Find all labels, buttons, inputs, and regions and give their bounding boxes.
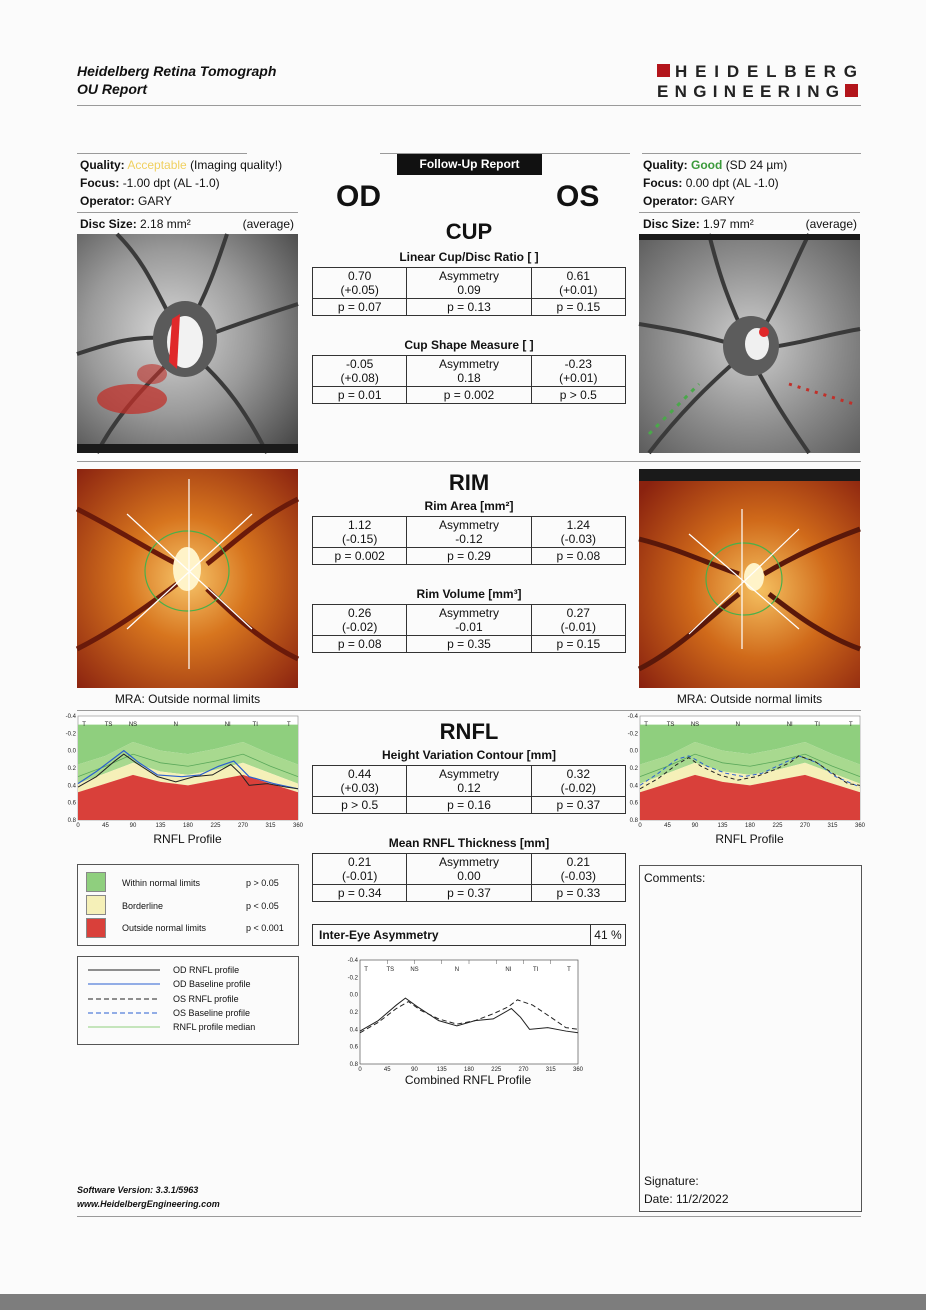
combined-y-tick: 0.4 <box>349 1027 358 1034</box>
mrt-p-os: p = 0.33 <box>531 885 625 902</box>
od-disc-value: 2.18 mm² <box>140 217 191 231</box>
rim-vol-os-delta: (-0.01) <box>560 620 596 634</box>
combined-sector-label: NS <box>410 967 419 973</box>
borderline-swatch <box>86 895 106 915</box>
lcdr-table <box>312 267 626 316</box>
mrt-p-asym: p = 0.37 <box>407 885 531 902</box>
csm-p-od: p = 0.01 <box>313 387 407 404</box>
report-title <box>77 62 276 98</box>
os-topography-image <box>639 469 860 688</box>
rim-vol-p-os: p = 0.15 <box>531 636 625 653</box>
rim-area-p-asym: p = 0.29 <box>407 548 531 565</box>
rim-vol-od-value: 0.26 <box>347 606 372 620</box>
hvc-title: Height Variation Contour [mm] <box>382 748 556 762</box>
od-profile-y-tick: 0.0 <box>67 748 76 755</box>
lcdr-p-asym: p = 0.13 <box>407 299 531 316</box>
os-focus-label: Focus: <box>643 176 683 190</box>
website-link: www.HeidelbergEngineering.com <box>77 1199 220 1209</box>
inter-eye-asymmetry-table <box>312 924 626 946</box>
rim-area-p-os: p = 0.08 <box>531 548 625 565</box>
lcdr-os-value: 0.61 <box>566 269 590 283</box>
os-disc-value: 1.97 mm² <box>703 217 754 231</box>
svg-text:ENGINEERING: ENGINEERING <box>657 82 841 101</box>
lcdr-os-delta: (+0.01) <box>559 283 598 297</box>
lcdr-asym-value: 0.09 <box>457 283 481 297</box>
comments-box[interactable] <box>639 865 862 1212</box>
od-profile-sector-label: NS <box>128 722 138 728</box>
os-profile-x-tick: 225 <box>772 823 783 829</box>
iea-value: 41 % <box>590 925 625 946</box>
os-profile-y-tick: 0.4 <box>629 783 638 790</box>
center-rule <box>380 153 630 154</box>
csm-p-os: p > 0.5 <box>531 387 625 404</box>
od-profile-y-tick: -0.4 <box>65 714 76 720</box>
outside-normal-p: p < 0.001 <box>246 923 284 933</box>
combined-y-tick: -0.2 <box>347 975 358 982</box>
lcdr-p-od: p = 0.07 <box>313 299 407 316</box>
od-rnfl-line-label: OD RNFL profile <box>173 965 240 975</box>
rim-vol-p-asym: p = 0.35 <box>407 636 531 653</box>
od-baseline-line-label: OD Baseline profile <box>173 979 251 989</box>
cup-rim-divider <box>77 461 861 462</box>
follow-up-report-badge: Follow-Up Report <box>397 154 542 175</box>
outside-normal-label: Outside normal limits <box>122 923 207 933</box>
mrt-od-value: 0.21 <box>347 855 372 869</box>
rim-area-p-od: p = 0.002 <box>313 548 407 565</box>
od-eye-label: OD <box>336 180 381 213</box>
od-focus-value: -1.00 dpt (AL -1.0) <box>122 176 220 190</box>
os-eye-label: OS <box>556 180 600 213</box>
mrt-od-delta: (-0.01) <box>342 869 378 883</box>
combined-x-tick: 45 <box>383 1067 391 1073</box>
od-profile-y-tick: 0.6 <box>67 800 76 807</box>
rim-volume-table <box>312 604 626 653</box>
rim-rnfl-divider <box>77 710 861 711</box>
combined-x-tick: 225 <box>491 1067 502 1073</box>
mrt-asym-value: 0.00 <box>457 869 481 883</box>
od-profile-sector-label: TS <box>104 722 113 728</box>
od-profile-y-tick: 0.2 <box>67 766 76 772</box>
signature-label: Signature: <box>644 1174 699 1188</box>
od-profile-sector-label: TI <box>252 722 258 728</box>
hvc-p-od: p > 0.5 <box>313 797 407 814</box>
od-disc-size <box>80 215 296 233</box>
os-profile-x-tick: 180 <box>744 823 756 829</box>
od-profile-sector-label: T <box>286 722 291 728</box>
od-rule <box>77 153 247 154</box>
comments-label: Comments: <box>644 871 706 885</box>
od-profile-x-tick: 135 <box>155 823 166 829</box>
rim-area-os-delta: (-0.03) <box>560 532 596 546</box>
os-profile-sector-label: T <box>848 722 853 728</box>
heidelberg-logo <box>657 60 862 100</box>
od-profile-x-tick: 225 <box>210 823 221 829</box>
rim-vol-os-value: 0.27 <box>566 606 590 620</box>
combined-x-tick: 135 <box>436 1067 447 1073</box>
within-normal-p: p > 0.05 <box>246 878 279 888</box>
od-profile-x-tick: 270 <box>237 823 249 829</box>
rim-area-os-value: 1.24 <box>566 518 590 532</box>
hvc-od-value: 0.44 <box>348 767 372 781</box>
os-profile-sector-label: NS <box>690 722 700 728</box>
od-profile-sector-label: T <box>82 722 86 728</box>
date-value: 11/2/2022 <box>676 1192 729 1206</box>
os-profile-x-tick: 0 <box>638 823 642 829</box>
od-profile-x-tick: 180 <box>182 823 194 829</box>
csm-title: Cup Shape Measure [ ] <box>404 338 534 352</box>
rim-area-table <box>312 516 626 565</box>
combined-sector-label: TI <box>532 967 539 973</box>
os-baseline-line-label: OS Baseline profile <box>173 1008 251 1018</box>
lcdr-title: Linear Cup/Disc Ratio [ ] <box>399 250 539 264</box>
combined-y-tick: 0.0 <box>349 992 358 999</box>
lcdr-p-os: p = 0.15 <box>531 299 625 316</box>
csm-os-value: -0.23 <box>564 357 592 371</box>
os-profile-sector-label: TS <box>666 722 675 728</box>
os-rnfl-line-label: OS RNFL profile <box>173 994 239 1004</box>
combined-x-tick: 0 <box>358 1067 362 1073</box>
od-focus-label: Focus: <box>80 176 120 190</box>
combined-x-tick: 180 <box>463 1067 475 1073</box>
od-profile-sector-label: N <box>173 722 178 728</box>
rim-area-od-value: 1.12 <box>347 518 372 532</box>
od-operator-label: Operator: <box>80 194 135 208</box>
os-profile-x-tick: 45 <box>664 823 671 829</box>
csm-p-asym: p = 0.002 <box>407 387 531 404</box>
od-profile-x-tick: 45 <box>102 823 109 829</box>
hvc-table <box>312 765 626 814</box>
os-focus-value: 0.00 dpt (AL -1.0) <box>685 176 779 190</box>
combined-sector-label: T <box>364 967 368 973</box>
combined-x-tick: 90 <box>411 1067 418 1073</box>
od-quality-value: Acceptable <box>127 158 187 172</box>
od-profile-sector-label: NI <box>224 722 231 728</box>
od-quality-note: (Imaging quality!) <box>190 158 283 172</box>
os-info <box>643 156 787 210</box>
od-quality-label: Quality: <box>80 158 125 172</box>
os-profile-y-tick: 0.8 <box>629 818 638 824</box>
header-rule <box>77 105 861 106</box>
combined-sector-label: TS <box>386 967 395 973</box>
od-disc-note: (average) <box>242 217 294 231</box>
borderline-p: p < 0.05 <box>246 901 279 911</box>
borderline-label: Borderline <box>122 901 164 911</box>
within-normal-label: Within normal limits <box>122 878 201 888</box>
status-legend <box>77 864 299 946</box>
combined-x-tick: 360 <box>572 1067 584 1073</box>
od-disc-rule <box>77 212 298 213</box>
hvc-asym-label: Asymmetry <box>439 767 500 781</box>
od-disc-label: Disc Size: <box>80 217 137 231</box>
date-row <box>644 1192 729 1206</box>
report-title-line1: Heidelberg Retina Tomograph <box>77 63 277 79</box>
combined-y-tick: -0.4 <box>347 958 358 964</box>
footer <box>77 1183 220 1211</box>
svg-text:HEIDELBERG: HEIDELBERG <box>675 62 859 81</box>
mrt-p-od: p = 0.34 <box>313 885 407 902</box>
os-disc-label: Disc Size: <box>643 217 700 231</box>
od-mra-caption: MRA: Outside normal limits <box>114 692 261 706</box>
csm-od-value: -0.05 <box>346 357 374 371</box>
iea-label: Inter-Eye Asymmetry <box>313 925 591 946</box>
report-title-line2: OU Report <box>77 81 147 97</box>
mrt-asym-label: Asymmetry <box>438 855 499 869</box>
outside-normal-swatch <box>86 918 106 938</box>
os-profile-y-tick: -0.4 <box>627 714 638 720</box>
od-info <box>80 156 282 210</box>
os-profile-y-tick: 0.0 <box>629 748 638 755</box>
combined-y-tick: 0.2 <box>349 1010 358 1016</box>
software-version: Software Version: 3.3.1/5963 <box>77 1185 199 1195</box>
rim-vol-p-od: p = 0.08 <box>313 636 407 653</box>
od-profile-x-tick: 360 <box>292 823 304 829</box>
csm-od-delta: (+0.08) <box>340 371 379 385</box>
os-fundus-image <box>639 234 860 453</box>
od-rnfl-profile-caption: RNFL Profile <box>153 832 222 846</box>
rim-area-title: Rim Area [mm²] <box>424 499 514 513</box>
os-mra-caption: MRA: Outside normal limits <box>676 692 823 706</box>
rim-vol-asym-label: Asymmetry <box>438 606 499 620</box>
combined-sector-label: N <box>454 967 460 973</box>
os-profile-sector-label: T <box>644 722 648 728</box>
os-quality-note: (SD 24 µm) <box>725 158 788 172</box>
od-operator-value: GARY <box>138 194 172 208</box>
hvc-p-os: p = 0.37 <box>531 797 625 814</box>
csm-os-delta: (+0.01) <box>559 371 598 385</box>
rim-area-asym-label: Asymmetry <box>438 518 499 532</box>
csm-table <box>312 355 626 404</box>
os-profile-sector-label: NI <box>786 722 793 728</box>
csm-asym-value: 0.18 <box>457 371 481 385</box>
os-disc-size <box>643 215 859 233</box>
rnfl-section-title: RNFL <box>439 719 499 744</box>
od-profile-x-tick: 315 <box>265 823 276 829</box>
os-profile-x-tick: 315 <box>827 823 838 829</box>
combined-y-tick: 0.6 <box>349 1044 358 1051</box>
rim-area-asym-value: -0.12 <box>455 532 483 546</box>
combined-y-tick: 0.8 <box>349 1062 358 1068</box>
hvc-asym-value: 0.12 <box>457 781 481 795</box>
rim-vol-od-delta: (-0.02) <box>342 620 378 634</box>
lcdr-asym-label: Asymmetry <box>438 269 499 283</box>
footer-rule <box>77 1216 861 1217</box>
hvc-os-value: 0.32 <box>566 767 590 781</box>
mrt-title: Mean RNFL Thickness [mm] <box>388 836 550 850</box>
os-profile-y-tick: 0.6 <box>629 800 638 807</box>
combined-x-tick: 270 <box>518 1067 529 1073</box>
os-quality-label: Quality: <box>643 158 688 172</box>
os-profile-y-tick: -0.2 <box>627 731 638 738</box>
mrt-os-delta: (-0.03) <box>560 869 596 883</box>
od-profile-y-tick: 0.4 <box>67 783 76 790</box>
od-fundus-image <box>77 234 298 453</box>
rim-area-od-delta: (-0.15) <box>342 532 378 546</box>
os-disc-rule <box>639 212 860 213</box>
os-profile-y-tick: 0.2 <box>629 766 638 772</box>
os-disc-note: (average) <box>805 217 857 231</box>
hvc-od-delta: (+0.03) <box>340 781 379 795</box>
mrt-os-value: 0.21 <box>566 855 590 869</box>
os-operator-label: Operator: <box>643 194 698 208</box>
od-topography-image <box>77 469 298 688</box>
hvc-p-asym: p = 0.16 <box>407 797 531 814</box>
combined-sector-label: NI <box>505 967 512 973</box>
od-rnfl-profile-chart <box>64 712 302 830</box>
os-operator-value: GARY <box>701 194 735 208</box>
od-profile-y-tick: -0.2 <box>65 731 76 738</box>
lcdr-od-delta: (+0.05) <box>340 283 379 297</box>
hvc-os-delta: (-0.02) <box>560 781 596 795</box>
lcdr-od-value: 0.70 <box>348 269 372 283</box>
os-rnfl-profile-caption: RNFL Profile <box>715 832 784 846</box>
os-rnfl-profile-chart <box>626 712 864 830</box>
os-profile-x-tick: 270 <box>799 823 811 829</box>
combined-rnfl-profile-chart <box>340 954 585 1076</box>
combined-plot-area <box>360 960 578 1064</box>
combined-x-tick: 315 <box>545 1067 556 1073</box>
os-rule <box>642 153 861 154</box>
combined-sector-label: T <box>567 967 571 973</box>
within-normal-swatch <box>86 872 106 892</box>
od-profile-x-tick: 90 <box>129 823 137 829</box>
median-line-label: RNFL profile median <box>173 1022 256 1032</box>
os-profile-sector-label: TI <box>814 722 820 728</box>
os-quality-value: Good <box>691 158 723 172</box>
od-profile-x-tick: 0 <box>76 823 80 829</box>
cup-section-title: CUP <box>445 219 493 244</box>
rim-volume-title: Rim Volume [mm³] <box>416 587 522 601</box>
rim-section-title: RIM <box>448 470 490 495</box>
mrt-table <box>312 853 626 902</box>
date-label: Date: <box>644 1192 673 1206</box>
rim-vol-asym-value: -0.01 <box>455 620 483 634</box>
profile-lines-legend <box>77 956 299 1045</box>
csm-asym-label: Asymmetry <box>438 357 499 371</box>
combined-rnfl-caption: Combined RNFL Profile <box>404 1073 532 1087</box>
os-profile-x-tick: 90 <box>691 823 699 829</box>
od-profile-y-tick: 0.8 <box>67 818 76 824</box>
os-profile-sector-label: N <box>735 722 740 728</box>
os-profile-x-tick: 135 <box>717 823 728 829</box>
os-profile-x-tick: 360 <box>854 823 866 829</box>
